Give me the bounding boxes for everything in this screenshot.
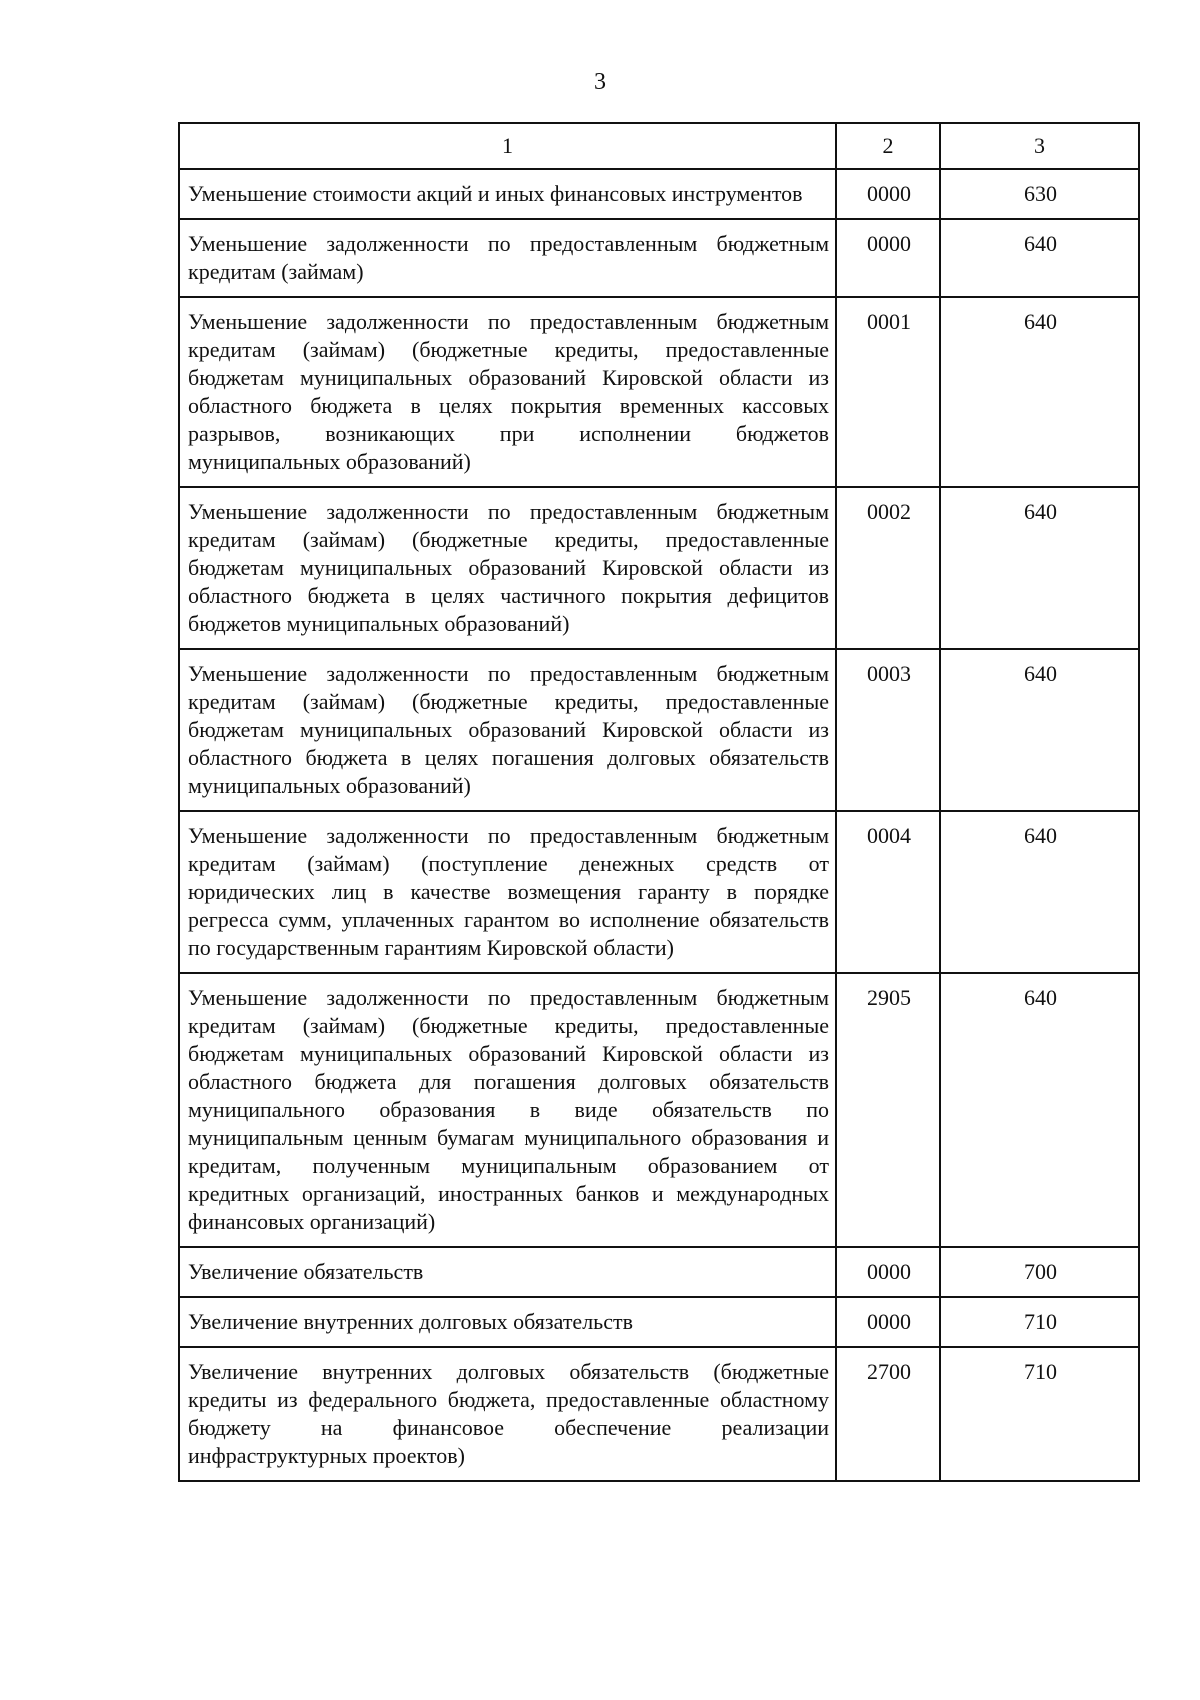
table-row (179, 1247, 1139, 1297)
row-description: Уменьшение задолженности по предоставленным бюджетным кредитам (займам) (179, 219, 836, 297)
column-header-3: 3 (940, 123, 1139, 169)
row-kind-code: 640 (940, 297, 1139, 487)
table-row (179, 169, 1139, 219)
row-description: Уменьшение задолженности по предоставленным бюджетным кредитам (займам) (бюджетные кредиты, предоставленные бюджетам муниципальных образований Кировской области из областного бюджета в целях покрытия временных кассовых разрывов, возникающих при исполнении бюджетов муниципальных образований) (179, 297, 836, 487)
table-row (179, 1347, 1139, 1481)
row-kind-code: 640 (940, 487, 1139, 649)
row-description: Увеличение внутренних долговых обязательств (179, 1297, 836, 1347)
table-row (179, 487, 1139, 649)
row-code: 0002 (836, 487, 940, 649)
row-description: Увеличение обязательств (179, 1247, 836, 1297)
row-kind-code: 640 (940, 649, 1139, 811)
row-kind-code: 640 (940, 811, 1139, 973)
row-kind-code: 710 (940, 1297, 1139, 1347)
row-code: 0000 (836, 219, 940, 297)
row-description: Уменьшение стоимости акций и иных финансовых инструментов (179, 169, 836, 219)
row-description: Уменьшение задолженности по предоставленным бюджетным кредитам (займам) (бюджетные кредиты, предоставленные бюджетам муниципальных образований Кировской области из областного бюджета в целях частичного покрытия дефицитов бюджетов муниципальных образований) (179, 487, 836, 649)
row-code: 0000 (836, 1297, 940, 1347)
row-description: Уменьшение задолженности по предоставленным бюджетным кредитам (займам) (поступление денежных средств от юридических лиц в качестве возмещения гаранту в порядке регресса сумм, уплаченных гарантом во исполнение обязательств по государственным гарантиям Кировской области) (179, 811, 836, 973)
column-header-1: 1 (179, 123, 836, 169)
row-description: Увеличение внутренних долговых обязательств (бюджетные кредиты из федерального бюджета, предоставленные областному бюджету на финансовое обеспечение реализации инфраструктурных проектов) (179, 1347, 836, 1481)
table-row (179, 973, 1139, 1247)
table-row (179, 219, 1139, 297)
table-row (179, 649, 1139, 811)
table-row (179, 811, 1139, 973)
row-kind-code: 710 (940, 1347, 1139, 1481)
table-row (179, 297, 1139, 487)
row-code: 2700 (836, 1347, 940, 1481)
row-code: 0003 (836, 649, 940, 811)
row-code: 2905 (836, 973, 940, 1247)
row-description: Уменьшение задолженности по предоставленным бюджетным кредитам (займам) (бюджетные кредиты, предоставленные бюджетам муниципальных образований Кировской области из областного бюджета в целях погашения долговых обязательств муниципальных образований) (179, 649, 836, 811)
row-kind-code: 630 (940, 169, 1139, 219)
row-description: Уменьшение задолженности по предоставленным бюджетным кредитам (займам) (бюджетные кредиты, предоставленные бюджетам муниципальных образований Кировской области из областного бюджета для погашения долговых обязательств муниципального образования в виде обязательств по муниципальным ценным бумагам муниципального образования и кредитам, полученным муниципальным образованием от кредитных организаций, иностранных банков и международных финансовых организаций) (179, 973, 836, 1247)
table-header (179, 123, 1139, 169)
row-code: 0000 (836, 1247, 940, 1297)
table-row (179, 1297, 1139, 1347)
page-number: 3 (594, 69, 606, 95)
row-code: 0001 (836, 297, 940, 487)
row-kind-code: 640 (940, 219, 1139, 297)
budget-sources-table (178, 122, 1140, 1482)
column-header-2: 2 (836, 123, 940, 169)
row-code: 0000 (836, 169, 940, 219)
table-header-row (179, 123, 1139, 169)
row-code: 0004 (836, 811, 940, 973)
row-kind-code: 640 (940, 973, 1139, 1247)
row-kind-code: 700 (940, 1247, 1139, 1297)
table-body (179, 169, 1139, 1481)
